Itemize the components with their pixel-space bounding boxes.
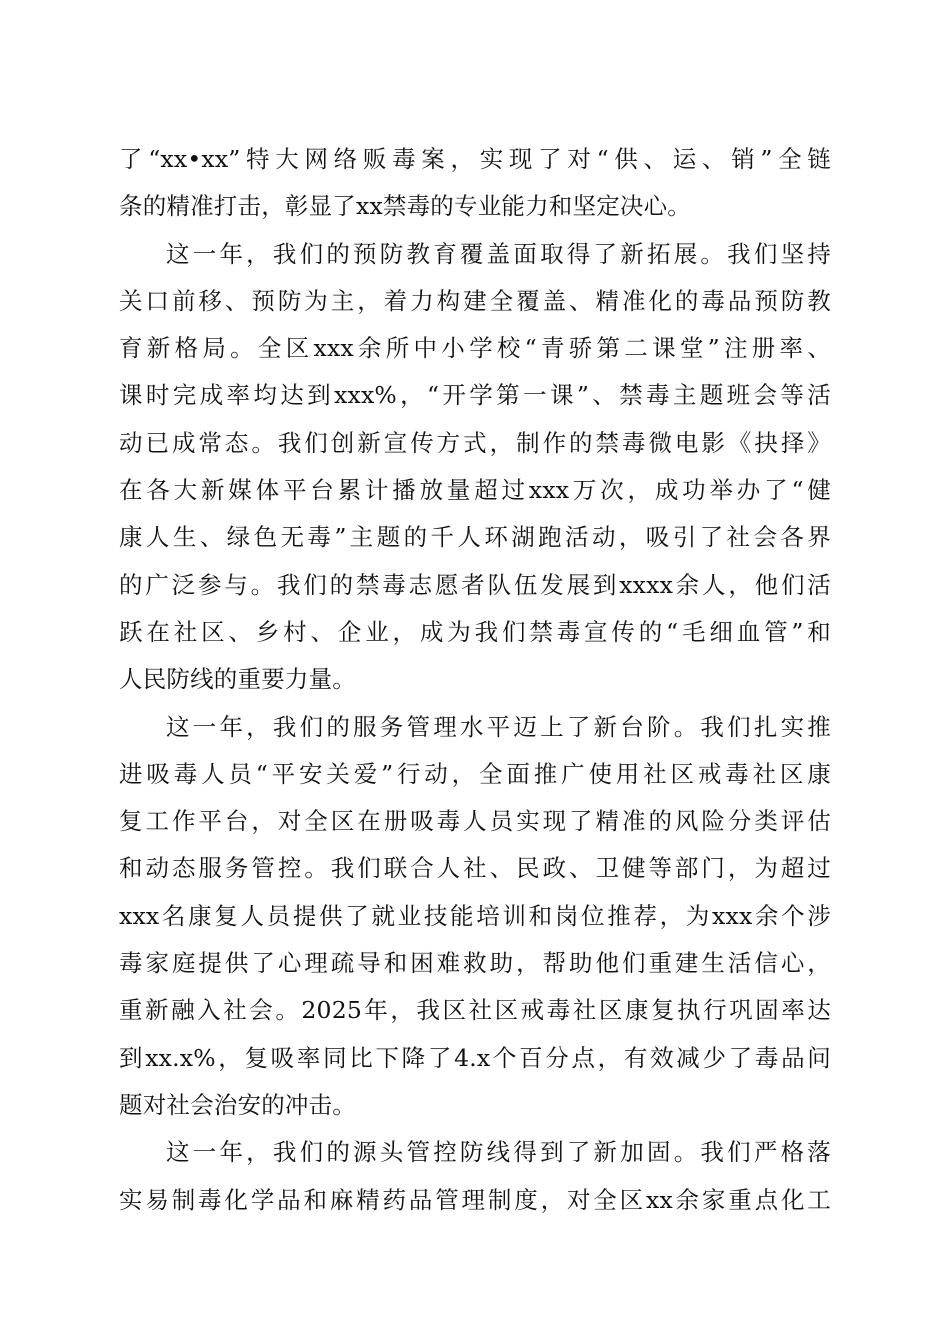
- paragraph-2-line-5: 动已成常态。我们创新宣传方式，制作的禁毒微电影《抉择》: [119, 428, 831, 457]
- paragraph-4-line-1: 这一年，我们的源头管控防线得到了新加固。我们严格落: [166, 1138, 831, 1167]
- paragraph-2-line-3: 育新格局。全区xxx余所中小学校“青骄第二课堂”注册率、: [119, 334, 831, 363]
- paragraph-2-line-10: 人民防线的重要力量。: [119, 665, 356, 694]
- paragraph-1: [119, 136, 831, 231]
- paragraph-4-line-2: 实易制毒化学品和麻精药品管理制度，对全区xx余家重点化工: [119, 1185, 831, 1214]
- paragraph-2: [119, 231, 831, 704]
- paragraph-2-line-9: 跃在社区、乡村、企业，成为我们禁毒宣传的“毛细血管”和: [119, 617, 831, 646]
- paragraph-3-line-8: 到xx.x%，复吸率同比下降了4.x个百分点，有效减少了毒品问: [119, 1043, 831, 1072]
- paragraph-3: [119, 704, 831, 1130]
- paragraph-2-line-4: 课时完成率均达到xxx%，“开学第一课”、禁毒主题班会等活: [119, 381, 831, 410]
- paragraph-1-line-2: 条的精准打击，彰显了xx禁毒的专业能力和坚定决心。: [119, 192, 692, 221]
- paragraph-3-line-6: 毒家庭提供了心理疏导和困难救助，帮助他们重建生活信心，: [119, 949, 831, 978]
- paragraph-3-line-4: 和动态服务管控。我们联合人社、民政、卫健等部门，为超过: [119, 854, 831, 883]
- paragraph-2-line-2: 关口前移、预防为主，着力构建全覆盖、精准化的毒品预防教: [119, 286, 831, 315]
- paragraph-3-line-9: 题对社会治安的冲击。: [119, 1090, 356, 1119]
- paragraph-2-line-1: 这一年，我们的预防教育覆盖面取得了新拓展。我们坚持: [166, 239, 831, 268]
- paragraph-1-line-1: 了“xx•xx”特大网络贩毒案，实现了对“供、运、销”全链: [119, 145, 831, 173]
- paragraph-2-line-6: 在各大新媒体平台累计播放量超过xxx万次，成功举办了“健: [119, 476, 831, 505]
- paragraph-2-line-8: 的广泛参与。我们的禁毒志愿者队伍发展到xxxx余人，他们活: [119, 570, 831, 599]
- paragraph-3-line-5: xxx名康复人员提供了就业技能培训和岗位推荐，为xxx余个涉: [119, 901, 831, 930]
- paragraph-4: [119, 1129, 831, 1224]
- paragraph-3-line-7: 重新融入社会。2025年，我区社区戒毒社区康复执行巩固率达: [119, 996, 831, 1025]
- paragraph-3-line-1: 这一年，我们的服务管理水平迈上了新台阶。我们扎实推: [166, 712, 831, 741]
- paragraph-3-line-3: 复工作平台，对全区在册吸毒人员实现了精准的风险分类评估: [119, 807, 831, 836]
- document-body: [119, 136, 831, 1224]
- paragraph-2-line-7: 康人生、绿色无毒”主题的千人环湖跑活动，吸引了社会各界: [119, 523, 831, 552]
- paragraph-3-line-2: 进吸毒人员“平安关爱”行动，全面推广使用社区戒毒社区康: [119, 759, 831, 788]
